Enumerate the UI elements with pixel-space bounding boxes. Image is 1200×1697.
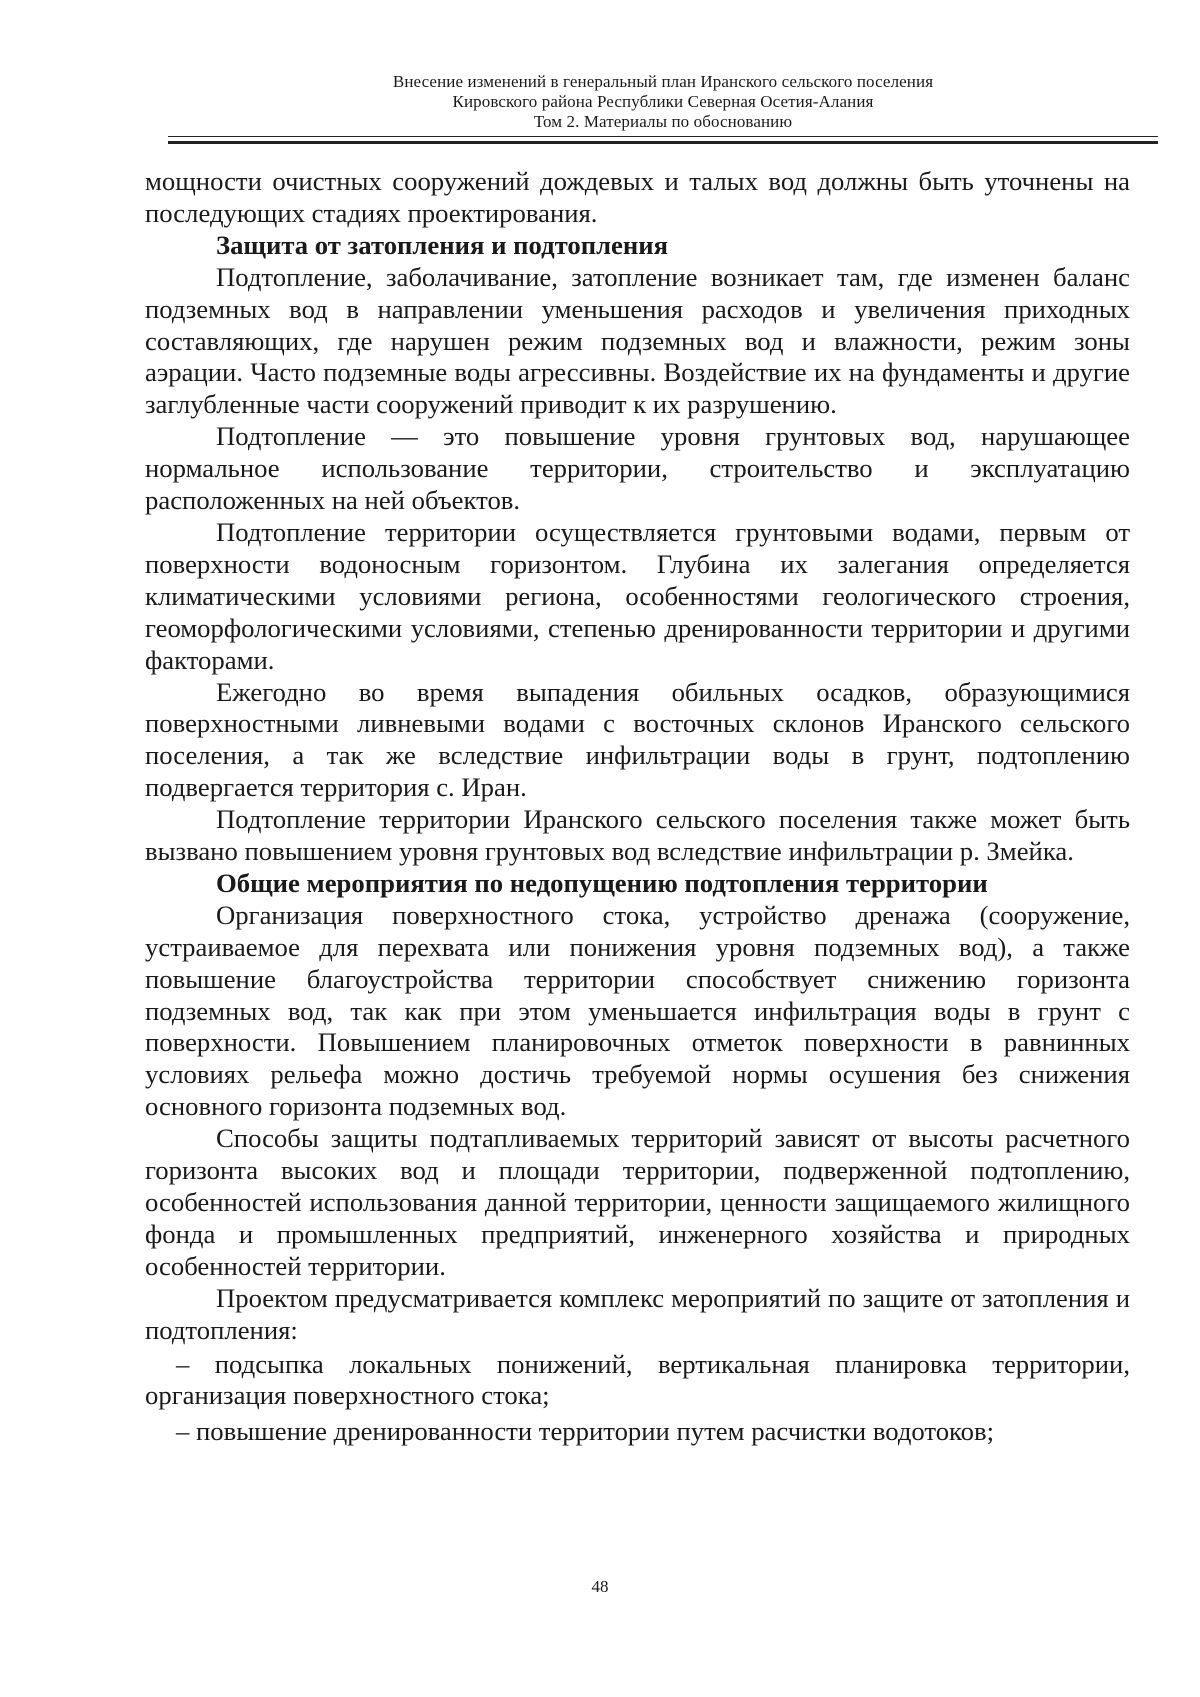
paragraph-continued: мощности очистных сооружений дождевых и талых вод должны быть уточнены на последующих стадиях проектирования. — [145, 166, 1130, 228]
section-heading-general-measures: Общие мероприятия по недопущению подтопления территории — [216, 867, 988, 898]
paragraph: Организация поверхностного стока, устройство дренажа (сооружение, устраиваемое для перехвата или понижения уровня подземных вод), а также повышение благоустройства территории способствует снижению горизонта подземных вод, так как при этом уменьшается инфильтрация воды в грунт с поверхности. Повышением планировочных отметок поверхности в равнинных условиях рельефа можно достичь требуемой нормы осушения без снижения основного горизонта подземных вод. — [145, 899, 1130, 1122]
header-line-2: Кировского района Республики Северная Осетия-Алания — [452, 92, 874, 111]
paragraph: Ежегодно во время выпадения обильных осадков, образующимися поверхностными ливневыми водами с восточных склонов Иранского сельского поселения, а так же вследствие инфильтрации воды в грунт, подтоплению подвергается территория с. Иран. — [145, 676, 1130, 803]
paragraph: Подтопление территории Иранского сельского поселения также может быть вызвано повышением уровня грунтовых вод вследствие инфильтрации р. Змейка. — [145, 804, 1130, 867]
page-body — [145, 166, 1130, 1448]
page-number: 48 — [591, 1577, 609, 1596]
header-line-3: Том 2. Материалы по обоснованию — [533, 112, 793, 131]
paragraph: Подтопление — это повышение уровня грунтовых вод, нарушающее нормальное использование территории, строительство и эксплуатацию расположенных на ней объектов. — [145, 421, 1130, 516]
header-rule-thin — [168, 136, 1158, 137]
list-item: – подсыпка локальных понижений, вертикальная планировка территории, организация поверхностного стока; — [145, 1348, 1130, 1411]
paragraph: Способы защиты подтапливаемых территорий зависят от высоты расчетного горизонта высоких вод и площади территории, подверженной подтоплению, особенностей использования данной территории, ценности защищаемого жилищного фонда и промышленных предприятий, инженерного хозяйства и природных особенностей территории. — [145, 1123, 1130, 1281]
section-heading-flood-protection: Защита от затопления и подтопления — [216, 229, 669, 260]
list-item: – повышение дренированности территории путем расчистки водотоков; — [176, 1416, 995, 1447]
header-rule-thick — [168, 141, 1158, 144]
paragraph: Проектом предусматривается комплекс мероприятий по защите от затопления и подтопления: — [145, 1282, 1130, 1345]
header-line-1: Внесение изменений в генеральный план Иранского сельского поселения — [392, 72, 934, 91]
paragraph: Подтопление территории осуществляется грунтовыми водами, первым от поверхности водоносным горизонтом. Глубина их залегания определяется климатическими условиями региона, особенностями геологического строения, геоморфологическими условиями, степенью дренированности территории и другими факторами. — [145, 516, 1130, 675]
page-header — [168, 72, 1158, 132]
paragraph: Подтопление, заболачивание, затопление возникает там, где изменен баланс подземных вод в направлении уменьшения расходов и увеличения приходных составляющих, где нарушен режим подземных вод и влажности, режим зоны аэрации. Часто подземные воды агрессивны. Воздействие их на фундаменты и другие заглубленные части сооружений приводит к их разрушению. — [145, 261, 1130, 420]
